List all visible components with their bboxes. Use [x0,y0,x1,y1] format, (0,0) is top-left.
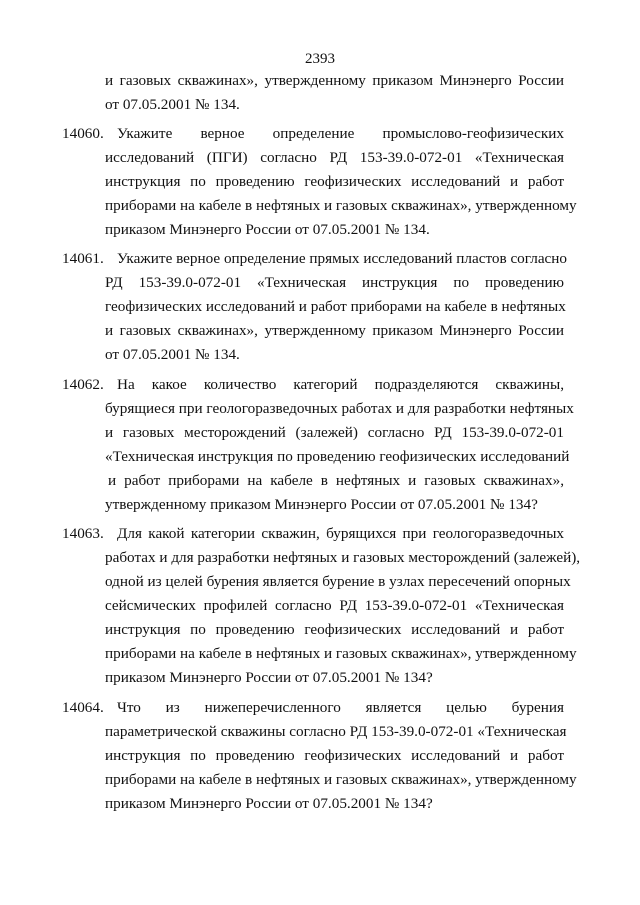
question-number: 14061. [62,250,104,267]
question-line: параметрической скважины согласно РД 153-39.0-072-01 «Техническая [105,723,567,740]
question-line: Что из нижеперечисленного является целью бурения [117,699,564,716]
continuation-line: от 07.05.2001 № 134. [105,96,240,113]
question-line: инструкция по проведению геофизических исследований и работ [105,747,564,764]
question-line: Для какой категории скважин, бурящихся при геологоразведочных [117,525,564,542]
question-line: инструкция по проведению геофизических исследований и работ [105,621,564,638]
question-line: Укажите верное определение промыслово-геофизических [117,125,564,142]
question-line: работах и для разработки нефтяных и газовых месторождений (залежей), [105,549,581,566]
question-line: приборами на кабеле в нефтяных и газовых скважинах», утвержденному [105,645,577,662]
question-line: бурящиеся при геологоразведочных работах и для разработки нефтяных [105,400,574,417]
question-number: 14062. [62,376,104,393]
question-line: приборами на кабеле в нефтяных и газовых скважинах», утвержденному [105,197,577,214]
question-line: инструкция по проведению геофизических исследований и работ [105,173,564,190]
question-line: приборами на кабеле в нефтяных и газовых скважинах», утвержденному [105,771,577,788]
question-line: геофизических исследований и работ приборами на кабеле в нефтяных [105,298,566,315]
question-line: «Техническая инструкция по проведению геофизических исследований [105,448,570,465]
question-line: сейсмических профилей согласно РД 153-39.0-072-01 «Техническая [105,597,564,614]
page-number: 2393 [305,51,335,67]
question-line: одной из целей бурения является бурение в узлах пересечений опорных [105,573,571,590]
question-line: приказом Минэнерго России от 07.05.2001 № 134? [105,669,433,686]
question-number: 14060. [62,125,104,142]
question-line: от 07.05.2001 № 134. [105,346,240,363]
question-number: 14064. [62,699,104,716]
question-line: приказом Минэнерго России от 07.05.2001 № 134? [105,795,433,812]
question-line: и газовых месторождений (залежей) согласно РД 153-39.0-072-01 [105,424,564,441]
question-line: РД 153-39.0-072-01 «Техническая инструкция по проведению [105,274,564,291]
question-line: исследований (ПГИ) согласно РД 153-39.0-072-01 «Техническая [105,149,564,166]
question-line: утвержденному приказом Минэнерго России от 07.05.2001 № 134? [105,496,538,513]
question-line: Укажите верное определение прямых исследований пластов согласно [117,250,568,267]
question-line: и работ приборами на кабеле в нефтяных и газовых скважинах», [108,472,564,489]
continuation-line: и газовых скважинах», утвержденному приказом Минэнерго России [105,72,564,89]
question-line: На какое количество категорий подразделяются скважины, [117,376,564,393]
question-line: приказом Минэнерго России от 07.05.2001 № 134. [105,221,430,238]
question-line: и газовых скважинах», утвержденному приказом Минэнерго России [105,322,564,339]
question-number: 14063. [62,525,104,542]
